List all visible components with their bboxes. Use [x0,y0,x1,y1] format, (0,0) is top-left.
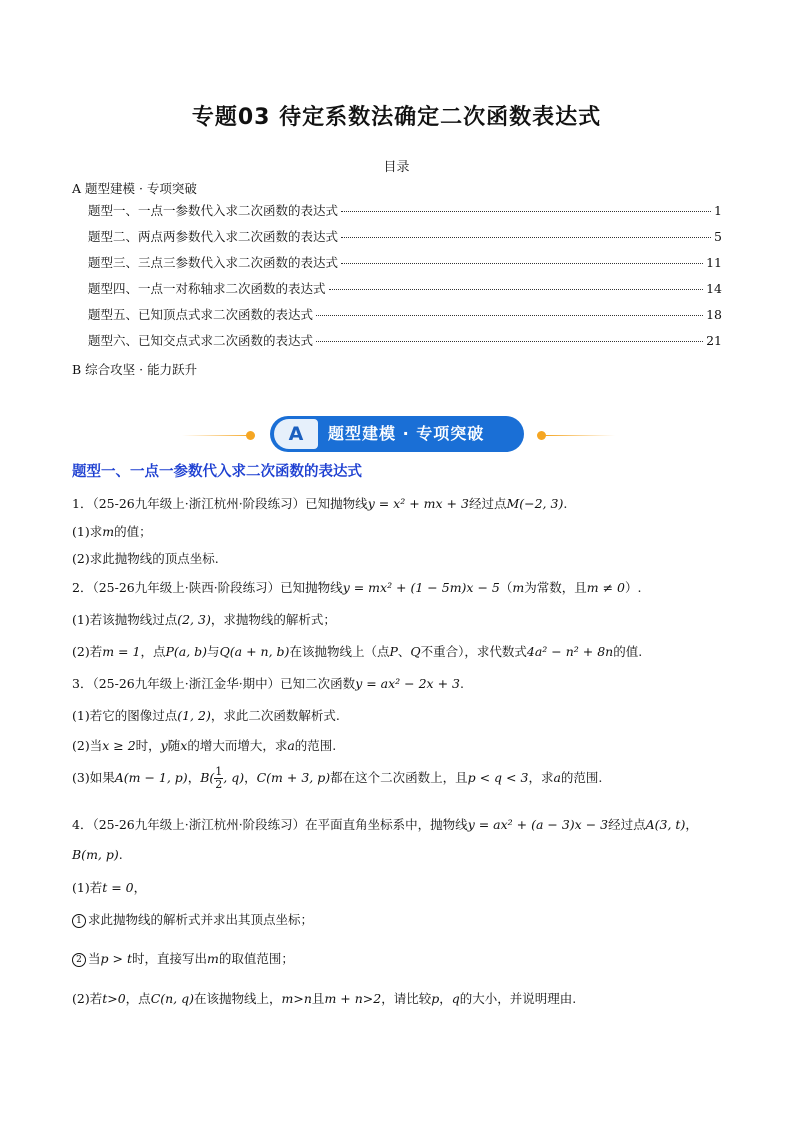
q2-equation: y = mx² + (1 − 5m)x − 5 [342,580,500,595]
toc-item-page: 1 [714,203,722,218]
q1-part2: (2)求此抛物线的顶点坐标. [72,551,219,566]
q1-part1: (1)求m的值； [72,524,152,539]
toc-item-label: 题型五、已知顶点式求二次函数的表达式 [88,307,314,322]
banner-line-left [182,435,252,436]
q2-part1: (1)若该抛物线过点(2, 3)，求抛物线的解析式； [72,612,336,627]
q4-part2: (2)若t>0，点C(n, q)在该抛物线上，m>n且m + n>2，请比较p，q的大小，并说明理由. [72,991,577,1006]
banner-text: 题型建模 · 专项突破 [328,424,485,443]
toc-item-label: 题型四、一点一对称轴求二次函数的表达式 [88,281,326,296]
toc-item-page: 11 [706,255,722,270]
toc-leader [341,211,711,212]
section-banner [0,414,793,454]
toc-item-label: 题型六、已知交点式求二次函数的表达式 [88,333,314,348]
toc-item[interactable] [88,279,722,297]
circled-number: 2 [72,953,86,967]
circled-number: 1 [72,914,86,928]
q4-stem: 4．（25-26九年级上·浙江杭州·阶段练习）在平面直角坐标系中，抛物线y = ax² + (a − 3)x − 3经过点A(3, t)， [72,817,698,832]
toc-item[interactable] [88,331,722,349]
q1-equation: y = x² + mx + 3 [367,496,469,511]
toc-leader [341,237,711,238]
toc-item-page: 18 [706,307,722,322]
toc-section-a[interactable]: A 题型建模 · 专项突破 [72,181,197,196]
section-heading: 题型一、一点一参数代入求二次函数的表达式 [72,464,362,480]
q1-point: M(−2, 3) [506,496,564,511]
q3-part2: (2)当x ≥ 2时，y随x的增大而增大，求a的范围. [72,738,337,753]
toc-leader [329,289,704,290]
toc-leader [316,315,703,316]
toc-item[interactable] [88,227,722,245]
toc-item-label: 题型二、两点两参数代入求二次函数的表达式 [88,229,339,244]
q4-part1: (1)若t = 0， [72,880,147,895]
banner-pill [270,416,524,452]
toc-section-b[interactable]: B 综合攻坚 · 能力跃升 [72,362,198,377]
toc-item[interactable] [88,201,722,219]
q3-part1: (1)若它的图像过点(1, 2)，求此二次函数解析式. [72,708,340,723]
toc-leader [316,341,703,342]
toc-item[interactable] [88,305,722,323]
q4-equation: y = ax² + (a − 3)x − 3 [467,817,609,832]
q2-part2: (2)若m = 1，点P(a, b)与Q(a + n, b)在该抛物线上（点P、Q不重合），求代数式4a² − n² + 8n的值. [72,644,643,659]
q3-part3: (3)如果A(m − 1, p)，B( $\frac{1}{2}$ , q)，C(m + 3, p)都在这个二次函数上，且p < q < 3，求a的范围. [72,765,603,791]
toc-item-page: 5 [714,229,722,244]
banner-badge: A [274,419,318,449]
toc-item[interactable] [88,253,722,271]
toc-item-label: 题型一、一点一参数代入求二次函数的表达式 [88,203,339,218]
q4-stem-cont: B(m, p). [72,847,123,862]
page-title: 专题03 待定系数法确定二次函数表达式 [191,105,602,130]
toc-leader [341,263,703,264]
q1-stem: 1．（25-26九年级上·浙江杭州·阶段练习）已知抛物线y = x² + mx + 3经过点M(−2, 3). [72,496,568,511]
fraction-one-half: $\frac{1}{2}$ [215,765,223,791]
q4-sub1: 1 求此抛物线的解析式并求出其顶点坐标； [72,910,313,928]
toc-item-page: 21 [706,333,722,348]
banner-line-right [545,435,615,436]
q3-stem: 3．（25-26九年级上·浙江金华·期中）已知二次函数y = ax² − 2x + 3. [72,676,464,691]
banner-dot-left [246,431,255,440]
toc-heading: 目录 [383,160,410,175]
q4-sub2: 2 当p > t时，直接写出m的取值范围； [72,949,294,967]
q2-stem: 2．（25-26九年级上·陕西·阶段练习）已知抛物线y = mx² + (1 − 5m)x − 5（m为常数，且m ≠ 0）. [72,580,642,595]
toc-item-label: 题型三、三点三参数代入求二次函数的表达式 [88,255,339,270]
q3-equation: y = ax² − 2x + 3 [355,676,460,691]
toc-item-page: 14 [706,281,722,296]
